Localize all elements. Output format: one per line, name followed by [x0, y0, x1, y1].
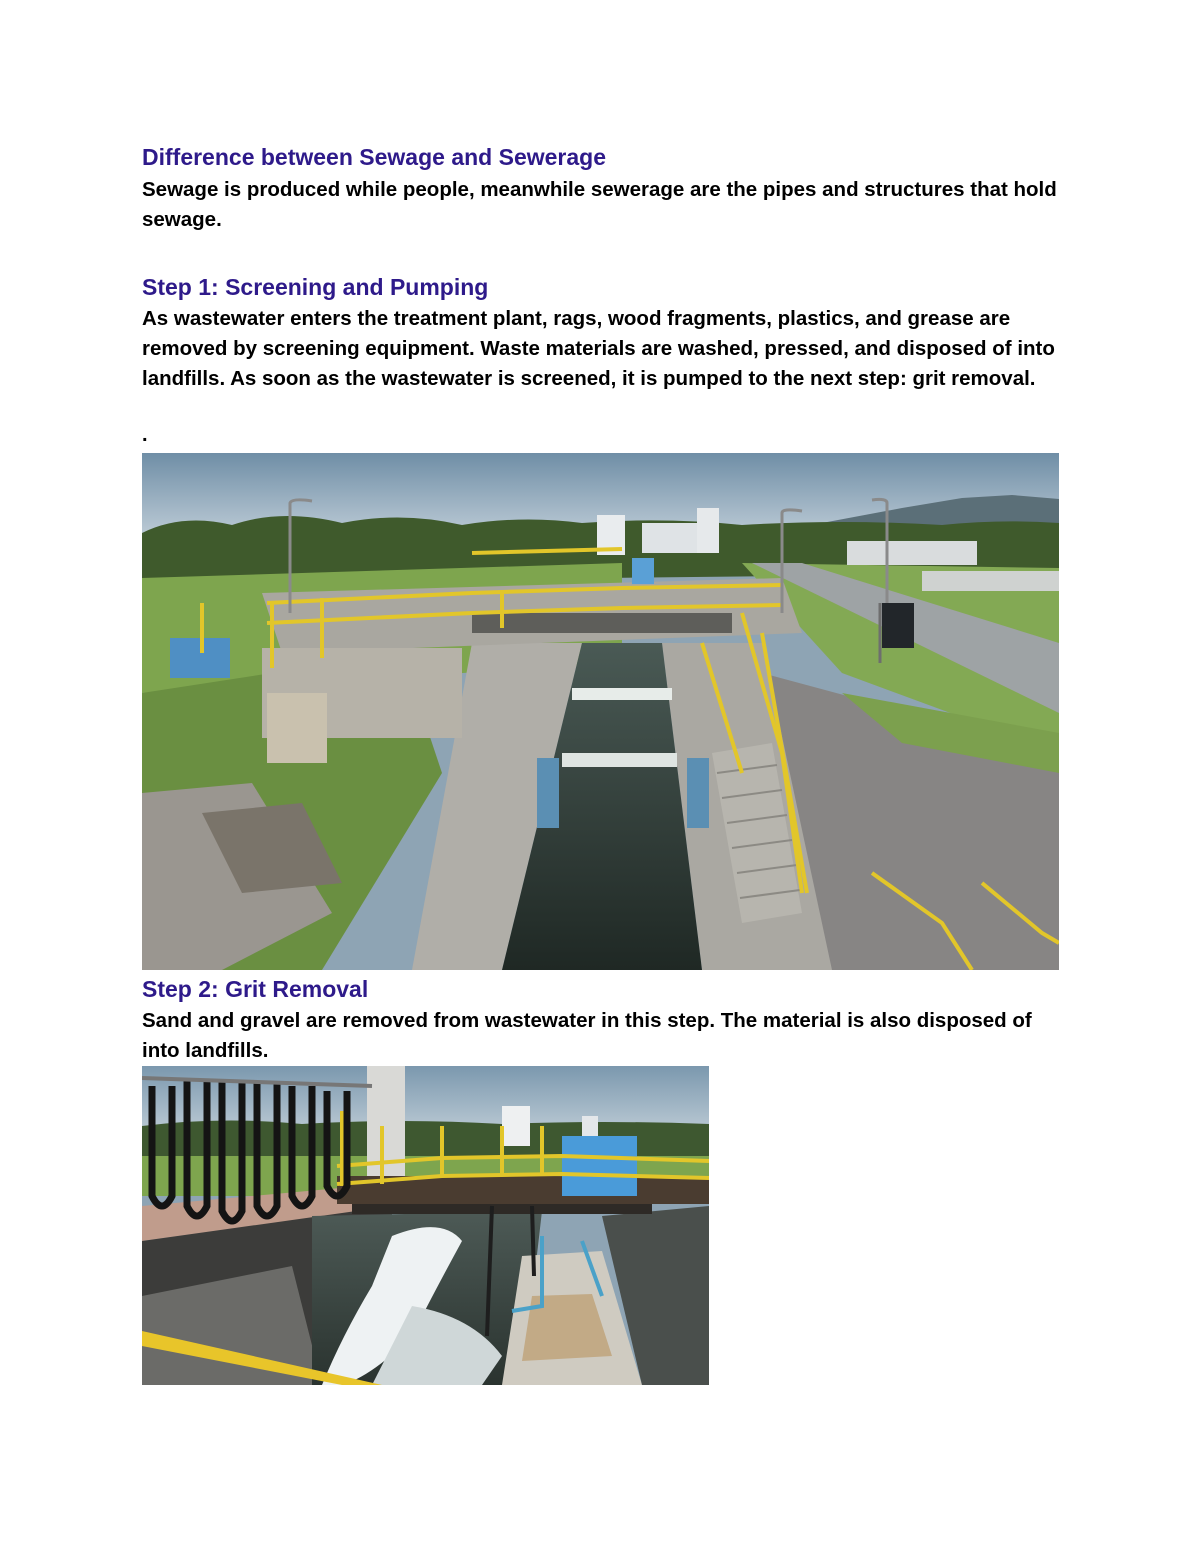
paragraph-step-2: Sand and gravel are removed from wastewater in this step. The material is also disposed of into landfills.: [142, 1009, 1032, 1062]
paragraph-sewage-vs-sewerage: Sewage is produced while people, meanwhile sewerage are the pipes and structures that hold sewage.: [142, 178, 1057, 231]
heading-step-1: Step 1: Screening and Pumping: [142, 274, 489, 300]
trailing-period: .: [142, 424, 148, 446]
paragraph-step-1: As wastewater enters the treatment plant, rags, wood fragments, plastics, and grease are removed by screening equipment. Waste materials are washed, pressed, and disposed of into landfills. As soon as the wastewater is screened, it is pumped to the next step: grit removal.: [142, 307, 1055, 390]
screening-channel-photo: [142, 453, 1059, 970]
grit-removal-photo: [142, 1066, 709, 1385]
heading-step-2: Step 2: Grit Removal: [142, 976, 369, 1002]
heading-sewage-vs-sewerage: Difference between Sewage and Sewerage: [142, 144, 607, 170]
